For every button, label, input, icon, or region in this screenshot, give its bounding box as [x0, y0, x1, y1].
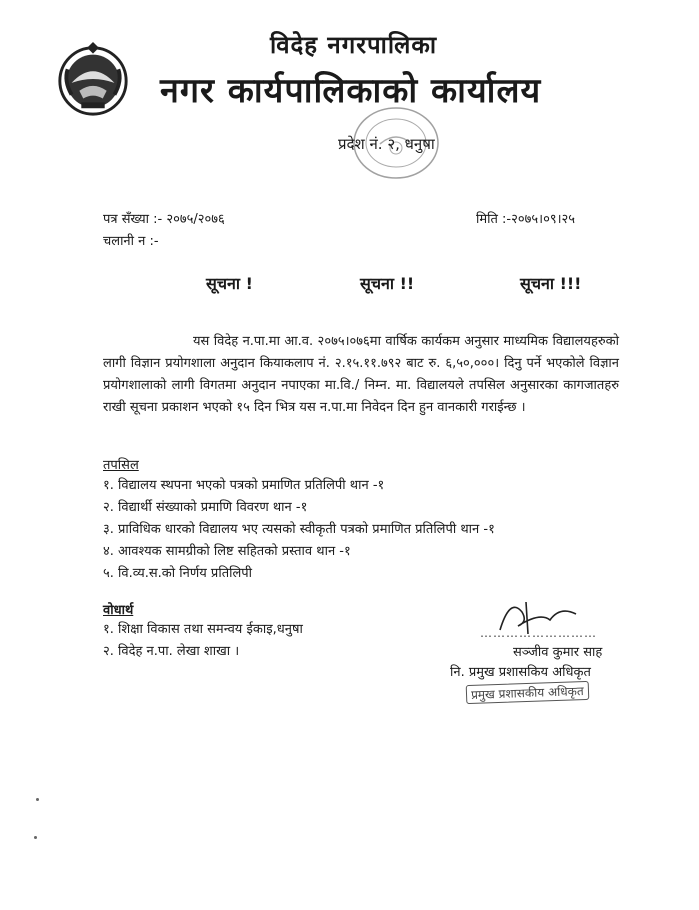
organization-name: विदेह नगरपालिका — [270, 31, 438, 59]
office-address: प्रदेश नं. २, धनुषा — [338, 135, 435, 153]
office-name: नगर कार्यपालिकाको कार्यालय — [160, 71, 542, 111]
notice-heading-3: सूचना !!! — [520, 274, 582, 293]
notice-heading-2: सूचना !! — [360, 274, 415, 293]
letter-date: मिति :-२०७५।०९।२५ — [476, 212, 576, 227]
notice-heading-1: सूचना ! — [206, 274, 253, 293]
letter-number: पत्र सँख्या :- २०७५/२०७६ — [103, 212, 225, 227]
list-item: ३. प्राविधिक धारको विद्यालय भए त्यसको स्वीकृती पत्रको प्रमाणित प्रतिलिपी थान -१ — [103, 522, 495, 537]
list-item: १. शिक्षा विकास तथा समन्वय ईकाइ,धनुषा — [103, 622, 303, 637]
notice-body — [103, 331, 619, 419]
recipients-list — [103, 619, 303, 663]
signature-line: ……………………… — [480, 626, 597, 640]
list-item: ५. वि.व्य.स.को निर्णय प्रतिलिपी — [103, 566, 253, 581]
details-list — [103, 475, 495, 585]
details-heading: तपसिल — [103, 458, 139, 473]
list-item: २. विद्यार्थी संख्याको प्रमाणि विवरण थान -१ — [103, 500, 308, 515]
list-item: ४. आवश्यक सामग्रीको लिष्ट सहितको प्रस्ताव थान -१ — [103, 544, 351, 559]
dispatch-number: चलानी न :- — [103, 234, 159, 249]
list-item: १. विद्यालय स्थपना भएको पत्रको प्रमाणित प्रतिलिपी थान -१ — [103, 478, 385, 493]
scan-speck — [34, 836, 37, 839]
recipients-heading: वोधार्थ — [103, 603, 134, 618]
designation-stamp: प्रमुख प्रशासकीय अधिकृत — [466, 681, 589, 704]
signer-title: नि. प्रमुख प्रशासकिय अधिकृत — [450, 665, 591, 680]
nepal-government-emblem-icon — [54, 40, 132, 118]
notice-body-text: यस विदेह न.पा.मा आ.व. २०७५।०७६मा वार्षिक कार्यकम अनुसार माध्यमिक विद्यालयहरुको लागी विज्ञान प्रयोगशाला अनुदान कियाकलाप नं. २.१५.११.७९२ बाट रु. ६,५०,०००। दिनु पर्ने भएकोले विज्ञान प्रयोगशालाको लागी विगतमा अनुदान नपाएका मा.वि./ निम्न. मा. विद्यालयले तपसिल अनुसारका कागजातहरु राखी सूचना प्रकाशन भएको १५ दिन भित्र यस न.पा.मा निवेदन दिन हुन वानकारी गराईन्छ । — [103, 334, 619, 415]
list-item: २. विदेह न.पा. लेखा शाखा । — [103, 644, 240, 659]
scan-speck — [36, 798, 39, 801]
signer-name: सञ्जीव कुमार साह — [513, 645, 603, 660]
